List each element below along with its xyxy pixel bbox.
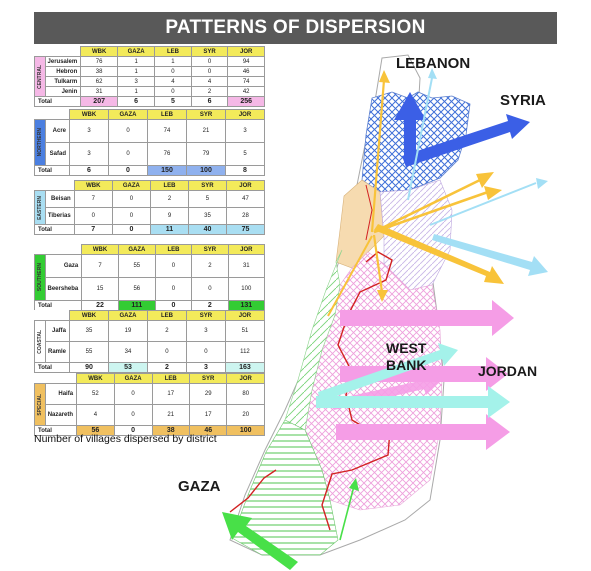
- table-cell: 55: [70, 342, 109, 363]
- table-row: [35, 67, 265, 77]
- table-cell: 3: [118, 77, 155, 87]
- table-cell: 29: [189, 384, 226, 405]
- table-cell: 5: [226, 143, 265, 166]
- total-cell: 0: [114, 426, 152, 436]
- total-cell: 53: [108, 363, 147, 373]
- total-cell: 38: [152, 426, 189, 436]
- table-cell: 7: [74, 191, 112, 208]
- table-cell: 0: [114, 384, 152, 405]
- total-label: Total: [35, 301, 82, 311]
- district-table-central: [34, 46, 265, 107]
- table-cell: 17: [152, 384, 189, 405]
- total-cell: 22: [82, 301, 119, 311]
- table-cell: 3: [186, 321, 225, 342]
- total-label: Total: [35, 363, 70, 373]
- column-header: GAZA: [108, 311, 147, 321]
- district-name-text: SOUTHERN: [36, 263, 43, 292]
- total-cell: 46: [189, 426, 226, 436]
- table-cell: 46: [228, 67, 265, 77]
- table-row: [35, 384, 265, 405]
- column-header: JOR: [228, 245, 264, 255]
- column-header: LEB: [147, 311, 186, 321]
- column-header: SYR: [192, 245, 228, 255]
- table-cell: 0: [147, 342, 186, 363]
- table-cell: 0: [192, 278, 228, 301]
- district-name-text: NORTHERN: [37, 128, 43, 157]
- total-cell: 90: [70, 363, 109, 373]
- table-row: [35, 342, 265, 363]
- table-cell: 56: [118, 278, 155, 301]
- total-cell: 2: [192, 301, 228, 311]
- table-cell: 7: [82, 255, 119, 278]
- table-cell: 35: [188, 208, 226, 225]
- village-name: Beisan: [45, 191, 74, 208]
- table-cell: 3: [70, 120, 109, 143]
- table-cell: 74: [148, 120, 187, 143]
- table-cell: 100: [228, 278, 264, 301]
- table-cell: 31: [81, 87, 118, 97]
- total-cell: 5: [155, 97, 192, 107]
- column-header: JOR: [227, 374, 265, 384]
- table-cell: 79: [187, 143, 226, 166]
- village-name: Gaza: [45, 255, 82, 278]
- village-name: Nazareth: [45, 405, 76, 426]
- header-blank: [35, 245, 82, 255]
- total-cell: 75: [226, 225, 264, 235]
- table-cell: 47: [226, 191, 264, 208]
- district-name-text: EASTERN: [36, 195, 43, 220]
- total-row: [35, 166, 265, 176]
- table-cell: 15: [82, 278, 119, 301]
- column-header: LEB: [148, 110, 187, 120]
- table-cell: 76: [81, 57, 118, 67]
- total-row: [35, 225, 265, 235]
- district-table-special: [34, 373, 265, 436]
- table-row: [35, 208, 265, 225]
- table-cell: 0: [155, 255, 191, 278]
- table-cell: 4: [77, 405, 115, 426]
- total-row: [35, 97, 265, 107]
- table-row: [35, 255, 265, 278]
- total-label: Total: [35, 426, 77, 436]
- header-blank: [35, 181, 75, 191]
- table-cell: 4: [155, 77, 192, 87]
- table-cell: 1: [118, 57, 155, 67]
- total-cell: 207: [81, 97, 118, 107]
- table-cell: 0: [155, 67, 192, 77]
- total-cell: 111: [118, 301, 155, 311]
- district-table-northern: [34, 109, 265, 176]
- table-cell: 2: [151, 191, 189, 208]
- total-cell: 7: [74, 225, 112, 235]
- total-cell: 3: [186, 363, 225, 373]
- table-cell: 62: [81, 77, 118, 87]
- table-cell: 4: [191, 77, 228, 87]
- column-header: WBK: [82, 245, 119, 255]
- table-cell: 74: [228, 77, 265, 87]
- total-label: Total: [35, 225, 75, 235]
- column-header: WBK: [81, 47, 118, 57]
- column-header: LEB: [151, 181, 189, 191]
- total-cell: 6: [118, 97, 155, 107]
- village-name: Safad: [46, 143, 70, 166]
- total-cell: 11: [151, 225, 189, 235]
- total-cell: 256: [228, 97, 265, 107]
- village-name: Hebron: [45, 67, 81, 77]
- table-cell: 0: [112, 191, 150, 208]
- village-name: Jenin: [45, 87, 81, 97]
- total-cell: 0: [112, 225, 150, 235]
- village-name: Acre: [46, 120, 70, 143]
- table-cell: 1: [118, 67, 155, 77]
- total-label: Total: [35, 166, 70, 176]
- column-header: LEB: [152, 374, 189, 384]
- column-header: WBK: [70, 311, 109, 321]
- district-table-southern: [34, 244, 265, 311]
- table-cell: 0: [112, 208, 150, 225]
- column-header: JOR: [228, 47, 265, 57]
- total-cell: 0: [109, 166, 148, 176]
- table-cell: 0: [155, 87, 192, 97]
- table-cell: 17: [189, 405, 226, 426]
- village-name: Tiberias: [45, 208, 74, 225]
- label-jordan: JORDAN: [478, 363, 538, 379]
- page-title: PATTERNS OF DISPERSION: [34, 12, 557, 44]
- table-cell: 52: [77, 384, 115, 405]
- column-header: GAZA: [118, 47, 155, 57]
- table-cell: 3: [226, 120, 265, 143]
- table-cell: 112: [225, 342, 264, 363]
- column-header: JOR: [226, 110, 265, 120]
- column-header: GAZA: [118, 245, 155, 255]
- table-cell: 0: [155, 278, 191, 301]
- column-header: SYR: [189, 374, 226, 384]
- table-cell: 94: [228, 57, 265, 67]
- column-header: SYR: [191, 47, 228, 57]
- table-cell: 42: [228, 87, 265, 97]
- table-cell: 1: [155, 57, 192, 67]
- column-header: GAZA: [109, 110, 148, 120]
- table-row: [35, 87, 265, 97]
- district-name-text: COASTAL: [36, 329, 43, 354]
- table-cell: 19: [108, 321, 147, 342]
- table-cell: 34: [108, 342, 147, 363]
- table-cell: 80: [227, 384, 265, 405]
- table-cell: 35: [70, 321, 109, 342]
- village-name: Jerusalem: [45, 57, 81, 67]
- district-name: [35, 57, 46, 97]
- table-cell: 51: [225, 321, 264, 342]
- total-row: [35, 301, 265, 311]
- table-row: [35, 143, 265, 166]
- label-gaza: GAZA: [178, 478, 221, 495]
- table-row: [35, 321, 265, 342]
- district-name: [35, 120, 46, 166]
- column-header: SYR: [186, 311, 225, 321]
- label-syria: SYRIA: [500, 92, 546, 109]
- total-cell: 56: [77, 426, 115, 436]
- district-name: [35, 255, 46, 301]
- label-west-bank: WEST BANK: [386, 340, 427, 373]
- total-cell: 2: [147, 363, 186, 373]
- column-header: GAZA: [114, 374, 152, 384]
- table-row: [35, 405, 265, 426]
- header-blank: [35, 374, 77, 384]
- total-label: Total: [35, 97, 81, 107]
- village-name: Tulkarm: [45, 77, 81, 87]
- table-cell: 21: [152, 405, 189, 426]
- district-table-coastal: [34, 310, 265, 373]
- table-cell: 3: [70, 143, 109, 166]
- table-cell: 2: [191, 87, 228, 97]
- total-cell: 100: [227, 426, 265, 436]
- total-row: [35, 363, 265, 373]
- table-cell: 1: [118, 87, 155, 97]
- district-name: [35, 191, 46, 225]
- table-cell: 0: [191, 57, 228, 67]
- total-cell: 150: [148, 166, 187, 176]
- header-blank: [35, 47, 81, 57]
- column-header: SYR: [187, 110, 226, 120]
- table-row: [35, 57, 265, 67]
- column-header: WBK: [77, 374, 115, 384]
- table-row: [35, 278, 265, 301]
- total-cell: 131: [228, 301, 264, 311]
- table-cell: 0: [186, 342, 225, 363]
- table-cell: 0: [191, 67, 228, 77]
- district-name-text: SPECIAL: [36, 393, 43, 416]
- district-name-text: CENTRAL: [36, 64, 43, 89]
- total-cell: 6: [191, 97, 228, 107]
- village-name: Ramle: [45, 342, 69, 363]
- column-header: LEB: [155, 245, 191, 255]
- table-cell: 55: [118, 255, 155, 278]
- district-table-eastern: [34, 180, 265, 235]
- column-header: GAZA: [112, 181, 150, 191]
- table-cell: 31: [228, 255, 264, 278]
- table-row: [35, 191, 265, 208]
- table-cell: 38: [81, 67, 118, 77]
- table-cell: 9: [151, 208, 189, 225]
- total-cell: 8: [226, 166, 265, 176]
- table-cell: 0: [109, 120, 148, 143]
- column-header: SYR: [188, 181, 226, 191]
- total-cell: 100: [187, 166, 226, 176]
- column-header: WBK: [70, 110, 109, 120]
- total-cell: 0: [155, 301, 191, 311]
- table-cell: 0: [114, 405, 152, 426]
- total-cell: 40: [188, 225, 226, 235]
- village-name: Jaffa: [45, 321, 69, 342]
- header-blank: [35, 311, 70, 321]
- table-cell: 21: [187, 120, 226, 143]
- column-header: LEB: [155, 47, 192, 57]
- village-name: Haifa: [45, 384, 76, 405]
- table-row: [35, 77, 265, 87]
- district-name: [35, 384, 46, 426]
- table-cell: 28: [226, 208, 264, 225]
- village-name: Beersheba: [45, 278, 82, 301]
- column-header: JOR: [225, 311, 264, 321]
- table-cell: 20: [227, 405, 265, 426]
- table-cell: 76: [148, 143, 187, 166]
- table-row: [35, 120, 265, 143]
- column-header: JOR: [226, 181, 264, 191]
- column-header: WBK: [74, 181, 112, 191]
- district-name: [35, 321, 46, 363]
- table-cell: 5: [188, 191, 226, 208]
- header-blank: [35, 110, 70, 120]
- table-cell: 2: [192, 255, 228, 278]
- label-lebanon: LEBANON: [396, 55, 471, 72]
- table-cell: 2: [147, 321, 186, 342]
- total-cell: 163: [225, 363, 264, 373]
- table-cell: 0: [109, 143, 148, 166]
- table-cell: 0: [74, 208, 112, 225]
- table-caption: Number of villages dispersed by district: [34, 433, 217, 445]
- total-cell: 6: [70, 166, 109, 176]
